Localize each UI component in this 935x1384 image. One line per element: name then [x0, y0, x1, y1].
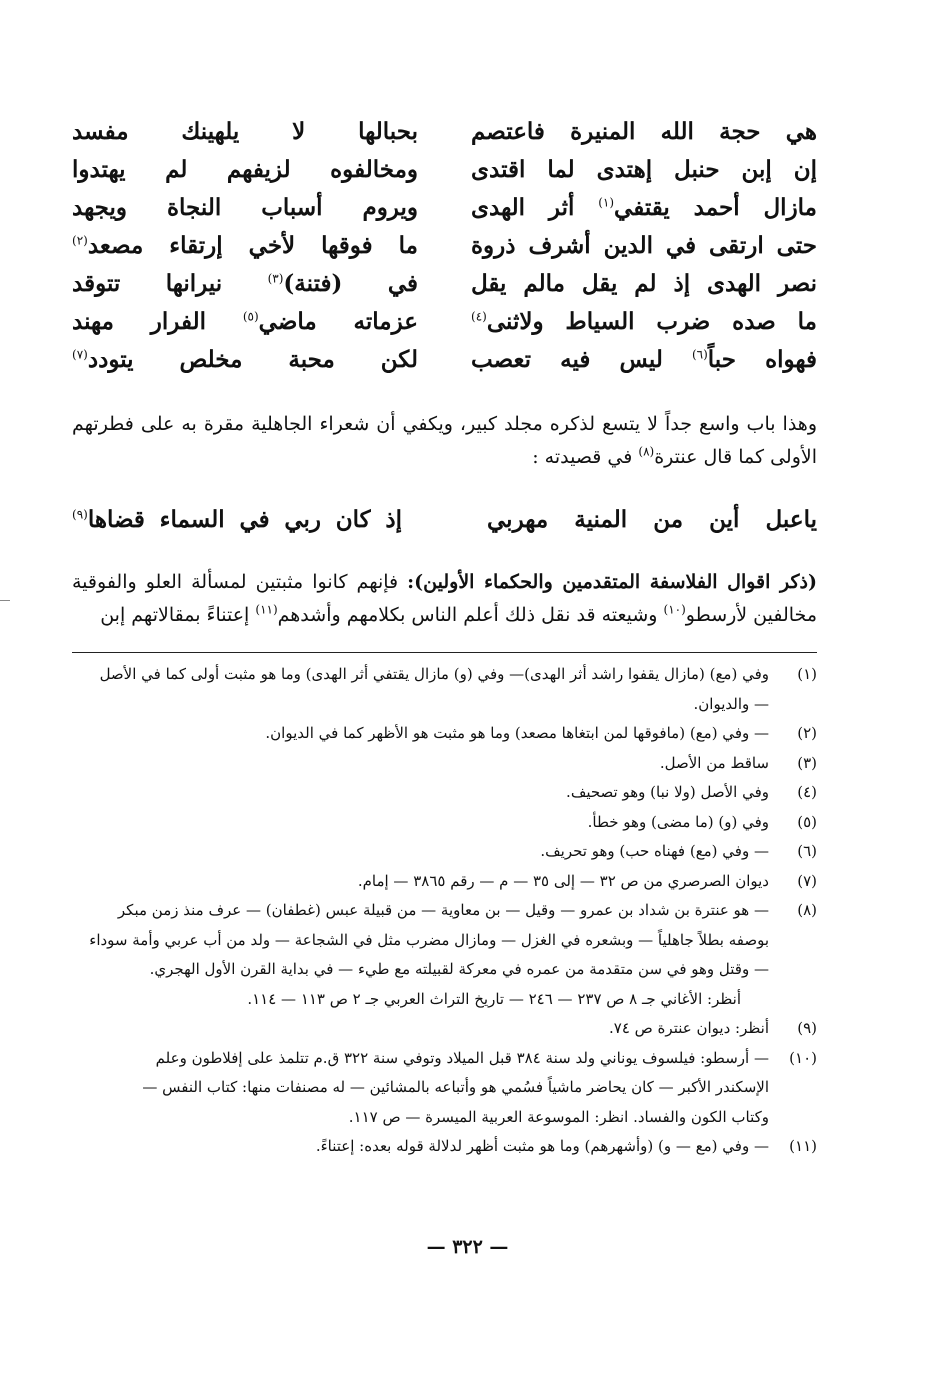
footnote-6 — [72, 837, 817, 867]
footnote-ref: (٩) — [72, 507, 88, 522]
verse-second-hemistich: ويروم أسباب النجاة ويجهد — [72, 194, 418, 221]
verse-first-hemistich: ما صده ضرب السياط ولاثنى$^{(٤)}$ — [471, 308, 817, 335]
footnote-text: وفي (و) (ما مضى) وهو خطأ. — [587, 812, 769, 831]
footnote-number: (٩) — [797, 1019, 817, 1037]
footnote-text: — وفي (مع — و) (وأشهرهم) وما هو مثبت أظهر لدلالة قوله بعده: إعتناءً. — [315, 1137, 769, 1155]
footnote-text: أنظر: ديوان عنترة ص ٧٤. — [608, 1019, 769, 1037]
footnote-2 — [72, 719, 817, 749]
footnote-number: (١) — [797, 665, 817, 683]
footnote-3 — [72, 749, 817, 779]
footnote-ref: (٨) — [638, 444, 655, 459]
footnote-ref: (٧) — [72, 347, 88, 362]
footnote-number: (٢) — [797, 724, 817, 742]
footnote-text: — هو عنترة بن شداد بن عمرو — وقيل — بن معاوية — من قبيلة عبس (غطفان) — عرف منذ زمن مبكر بوصفه بطلاً جاهلياً — وبشعره في الغزل — ومازال مضرب مثل في الشجاعة — ولد من أب عربي وأمة سوداء — وقتل وهو في سن متقدمة من عمره في معركة لقبيلته مع طيء — في بداية القرن الأول الهجري. أنظر: الأغاني جـ ٨ ص ٢٣٧ — ٢٤٦ — تاريخ التراث العربي جـ ٢ ص ١١٣ — ١١٤. — [89, 901, 769, 1008]
footnote-text: ديوان الصرصري من ص ٣٢ — إلى ٣٥ — م — رقم ٣٨٦٥ — إمام. — [357, 871, 769, 890]
verse-first-hemistich: هي حجة الله المنيرة فاعتصم — [471, 118, 817, 145]
footnote-7 — [72, 867, 817, 897]
paragraph-text: فإنهم كانوا مثبتين لمسألة العلو والفوقية مخالفين لأرسطو — [72, 571, 817, 626]
footnote-4 — [72, 778, 817, 808]
verse-second-hemistich: إذ كان ربي في السماء قضاها$^{(٩)}$ — [72, 506, 402, 533]
verse-first-hemistich: نصر الهدى إذ لم يقل مالم يقل — [471, 270, 817, 297]
footnote-1 — [72, 660, 817, 719]
paragraph-text: وهذا باب واسع جداً لا يتسع لذكره مجلد كبير، ويكفي أن شعراء الجاهلية مقرة به على فطرتهم الأولى كما قال عنترة — [72, 413, 817, 468]
margin-mark — [0, 600, 10, 601]
footnote-number: (٧) — [797, 871, 817, 890]
verse-second-hemistich: ما فوقها لأخي إرتقاء مصعد$^{(٢)}$ — [72, 232, 418, 259]
verse-first-hemistich: مازال أحمد يقتفي$^{(١)}$ أثر الهدى — [471, 194, 817, 221]
footnote-text: — أرسطو: فيلسوف يوناني ولد سنة ٣٨٤ قبل الميلاد وتوفي سنة ٣٢٢ ق.م تتلمذ على إفلاطون وعلم الإسكندر الأكبر — كان يحاضر ماشياً فسُمي هو وأتباعه بالمشائين — له مصنفات منها: كتاب النفس — وكتاب الكون والفساد. انظر: الموسوعة العربية الميسرة — ص ١١٧. — [142, 1048, 769, 1126]
verse-7 — [72, 346, 817, 373]
verse-2 — [72, 156, 817, 183]
footnote-text: — وفي (مع) (مافوقها لمن ابتغاها مصعد) وما هو مثبت هو الأظهر كما في الديوان. — [265, 724, 769, 742]
footnote-text: وفي الأصل (ولا نبا) وهو تصحيف. — [566, 783, 769, 801]
footnote-number: (٦) — [797, 842, 817, 860]
verse-first-hemistich: حتى ارتقى في الدين أشرف ذروة — [471, 232, 817, 259]
footnote-ref: (٥) — [242, 309, 259, 324]
footnote-text: ساقط من الأصل. — [659, 753, 769, 772]
footnote-ref: (٢) — [72, 233, 88, 248]
footnote-text: وفي (مع) (مازال يقفوا راشد أثر الهدى)— وفي (و) مازال يقتفي أثر الهدى) وما هو مثبت أولى كما في الأصل — والديوان. — [99, 665, 769, 713]
verse-second-hemistich: عزماته ماضي$^{(٥)}$ الفرار مهند — [72, 308, 418, 335]
verse-second-hemistich: لكن محبة مخلص يتودد$^{(٧)}$ — [72, 346, 418, 373]
footnote-10 — [72, 1044, 817, 1133]
footnote-number: (٤) — [797, 783, 817, 801]
footnote-ref: (١٠) — [663, 602, 686, 617]
footnote-8 — [72, 896, 817, 1014]
footnote-text: — وفي (مع) فهناه حب) وهو تحريف. — [540, 842, 769, 860]
verse-first-hemistich: ياعبل أين من المنية مهربي — [487, 506, 817, 533]
paragraph-text: إعتناءً بمقالاتهم إبن — [100, 604, 256, 626]
footnote-number: (٨) — [797, 901, 817, 919]
verse-6 — [72, 308, 817, 335]
verse-second-hemistich: بحبالها لا يلهينك مفسد — [72, 118, 418, 145]
footnote-ref: (٦) — [691, 347, 708, 362]
verse-5 — [72, 270, 817, 297]
verse-first-hemistich: إن إبن حنبل إهتدى لما اقتدى — [471, 156, 817, 183]
verse-first-hemistich: فهواه حباً$^{(٦)}$ ليس فيه تعصب — [471, 346, 817, 373]
footnote-9 — [72, 1014, 817, 1044]
paragraph-text: في قصيدته : — [532, 446, 639, 468]
footnote-11 — [72, 1132, 817, 1162]
verse-3 — [72, 194, 817, 221]
footnote-number: (١٠) — [789, 1048, 817, 1067]
footnote-number: (٥) — [797, 812, 817, 831]
footnote-ref: (٤) — [471, 309, 487, 324]
page-number: — ٣٢٢ — — [426, 1236, 509, 1258]
footnote-ref: (١) — [598, 195, 615, 210]
section-heading: (ذكر اقوال الفلاسفة المتقدمين والحكماء الأولين): — [407, 571, 818, 593]
footnote-5 — [72, 808, 817, 838]
paragraph-philosophers — [72, 566, 817, 632]
footnote-separator — [72, 652, 817, 653]
paragraph-text: وشيعته قد نقل ذلك أعلم الناس بكلامهم وأشدهم — [277, 604, 664, 626]
verse-4 — [72, 232, 817, 259]
verse-1 — [72, 118, 817, 145]
footnote-ref: (٣) — [267, 271, 284, 286]
verse-second-hemistich: ومخالفوه لزيفهم لم يهتدوا — [72, 156, 418, 183]
footnotes — [72, 660, 817, 1162]
footnote-number: (١١) — [789, 1137, 817, 1155]
paragraph-antara-intro — [72, 408, 817, 474]
verse-second-hemistich: في (فتنة)$^{(٣)}$ نيرانها تتوقد — [72, 270, 418, 297]
antara-verse — [72, 506, 817, 533]
footnote-ref: (١١) — [255, 602, 278, 617]
footnote-number: (٣) — [797, 753, 817, 772]
